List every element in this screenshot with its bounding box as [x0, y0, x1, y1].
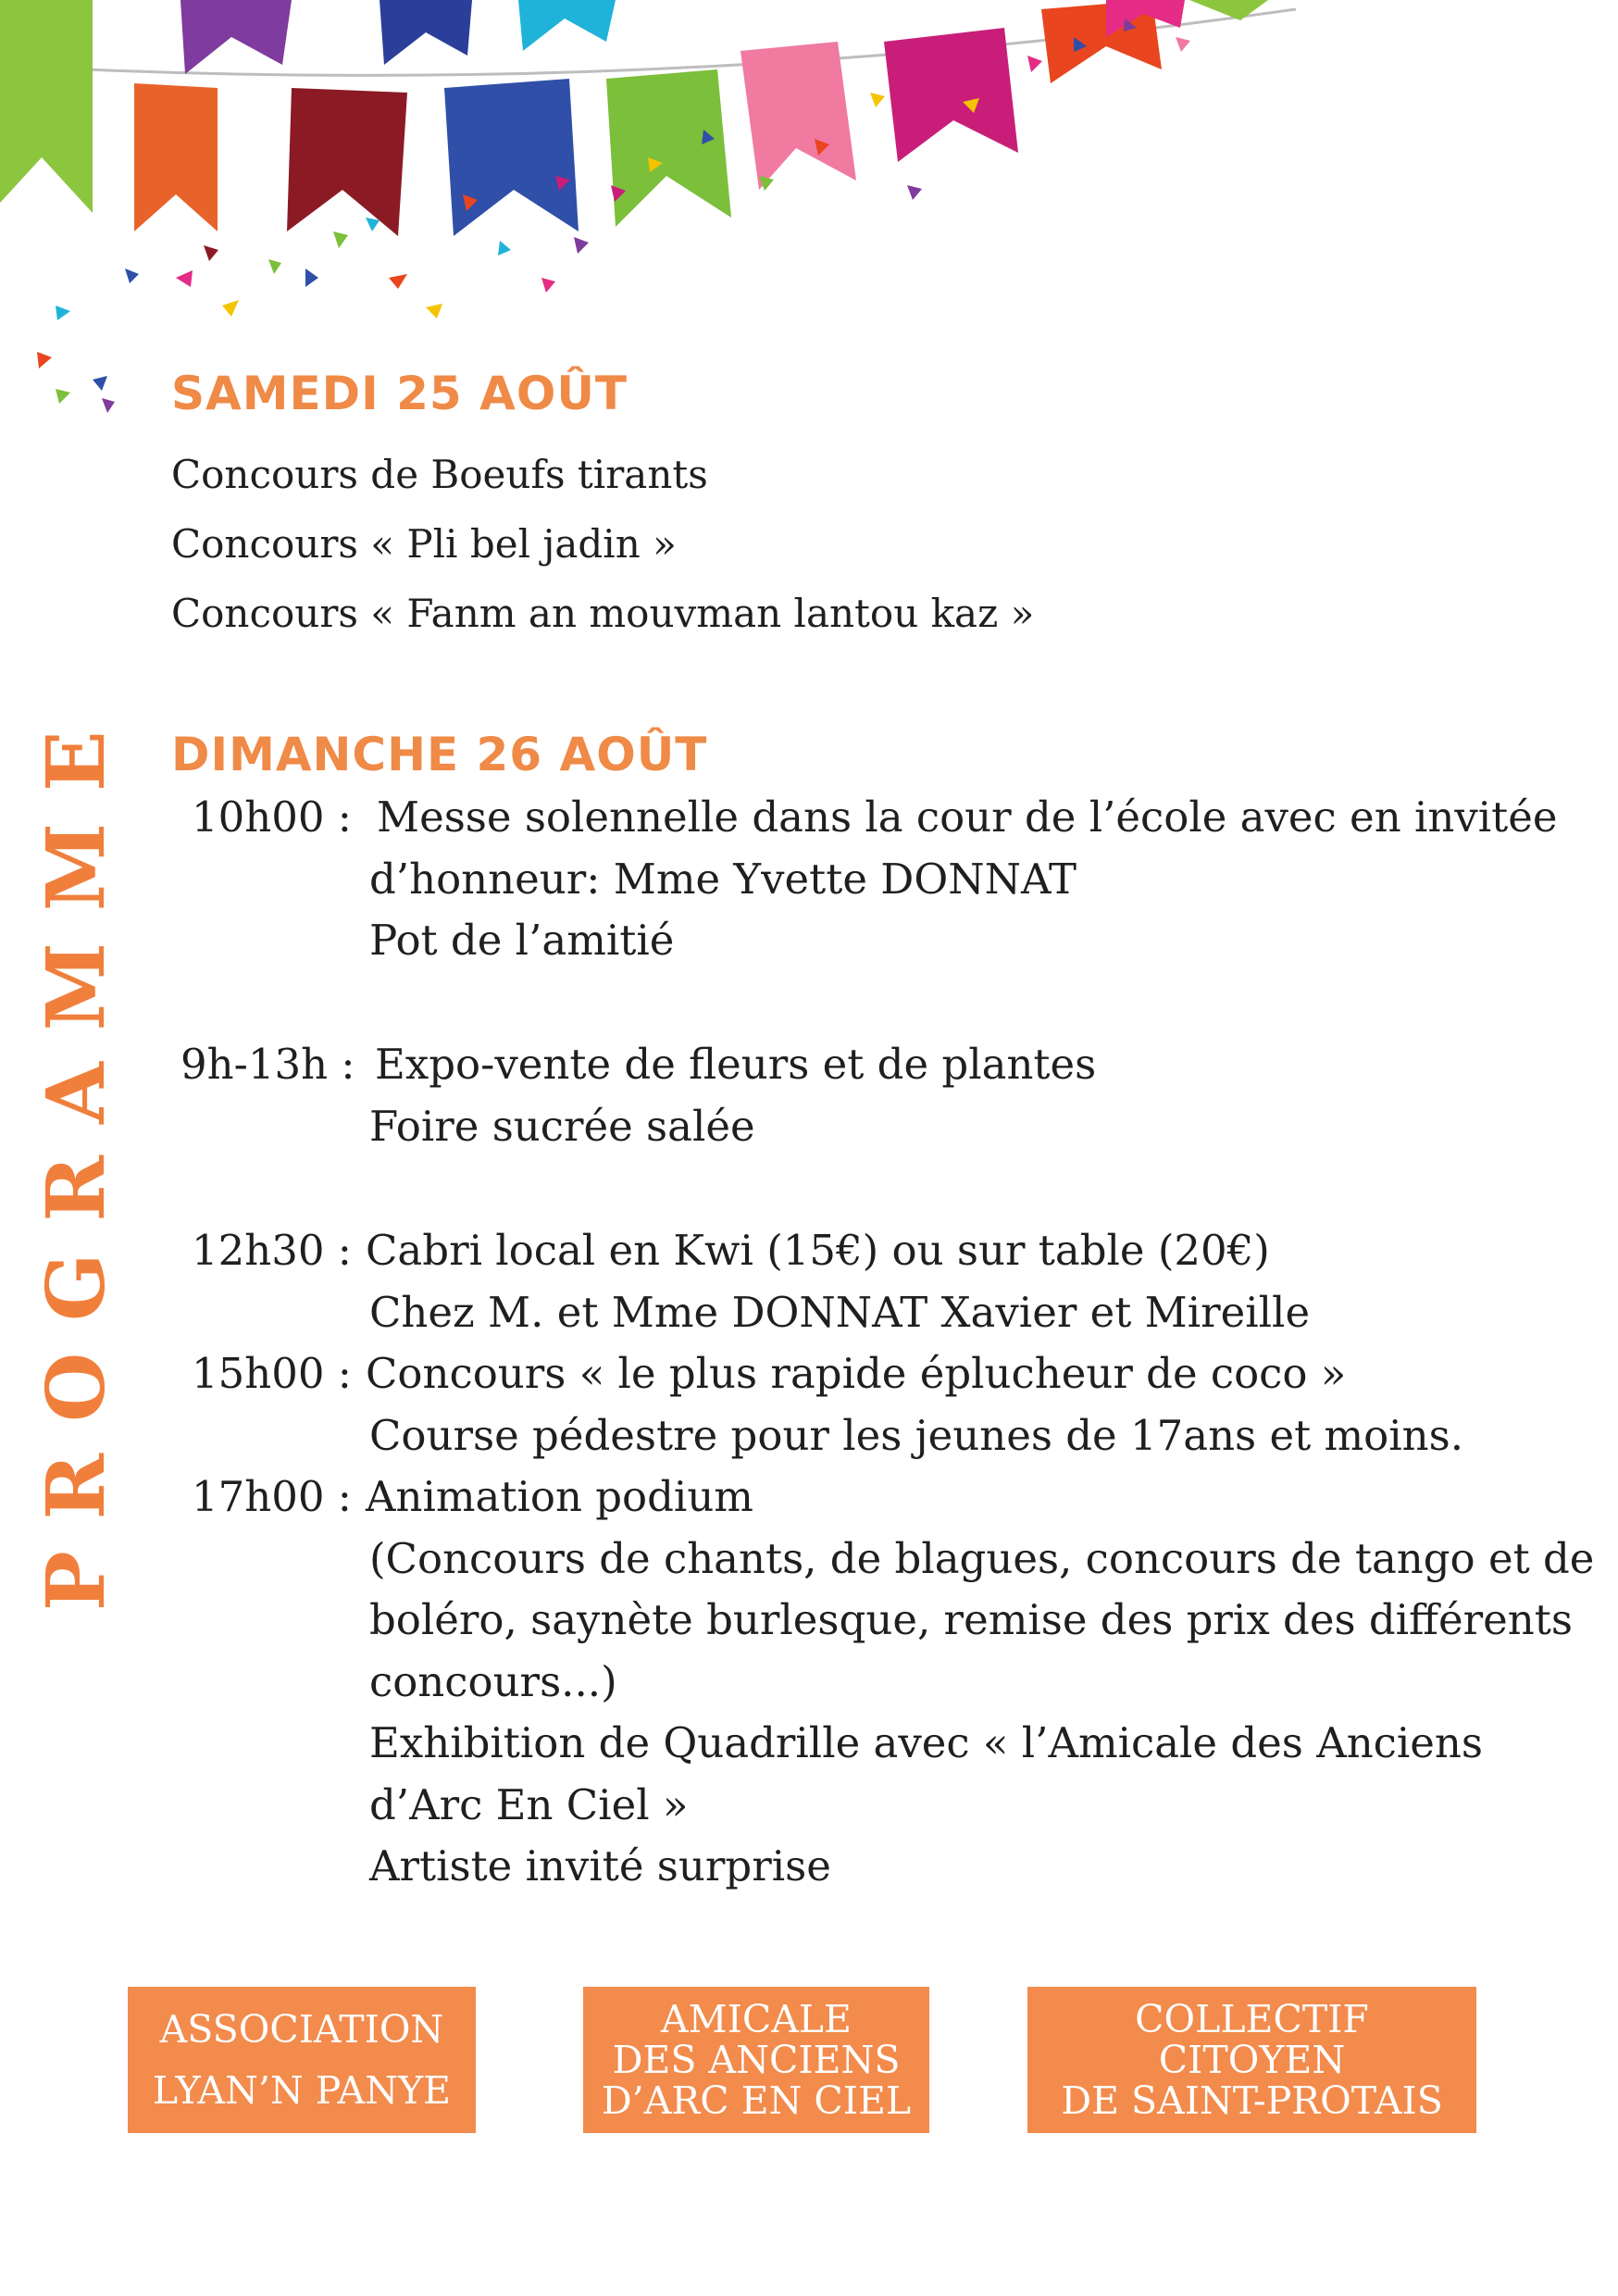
schedule-time: 9h-13h :	[180, 1040, 355, 1089]
organizer-line: ASSOCIATION	[159, 2007, 444, 2052]
flag-orange	[134, 83, 218, 231]
flag-cyan-top	[518, 0, 616, 51]
schedule-line	[192, 1282, 1594, 1344]
schedule-text: Messe solennelle dans la cour de l’école avec en invitée	[377, 792, 1558, 842]
schedule-text: Exhibition de Quadrille avec « l’Amicale des Anciens	[369, 1718, 1483, 1767]
schedule-line	[192, 1220, 1594, 1282]
organizer-line: CITOYEN	[1158, 2038, 1346, 2082]
schedule-text: Foire sucrée salée	[369, 1101, 755, 1151]
organizer-line: AMICALE	[661, 1997, 852, 2041]
bunting-decoration	[0, 0, 1618, 426]
schedule-line	[192, 1713, 1594, 1775]
flag-dark-red	[287, 88, 407, 236]
schedule-time: 10h00 :	[192, 792, 352, 842]
flag-magenta	[884, 28, 1018, 162]
schedule-line	[192, 1529, 1594, 1591]
schedule-time: 12h30 :	[192, 1226, 352, 1275]
schedule-text: concours...)	[369, 1656, 617, 1706]
schedule-line	[192, 849, 1558, 911]
schedule-line	[180, 1034, 1096, 1096]
organizer-line: DES ANCIENS	[612, 2038, 901, 2082]
organizer-line: COLLECTIF	[1135, 1997, 1369, 2041]
schedule-block-mass	[192, 787, 1558, 972]
schedule-time: 15h00 :	[192, 1349, 352, 1398]
schedule-text: Chez M. et Mme DONNAT Xavier et Mireille	[369, 1287, 1311, 1337]
sunday-heading: DIMANCHE 26 AOÛT	[171, 728, 708, 781]
programme-title-text: PROGRAMME	[30, 699, 123, 1611]
schedule-text: (Concours de chants, de blagues, concours de tango et de	[369, 1533, 1595, 1583]
schedule-text: Artiste invité surprise	[369, 1841, 831, 1890]
flag-light-green	[606, 69, 731, 227]
flag-blue-top	[380, 0, 472, 65]
schedule-line	[192, 1466, 1594, 1529]
saturday-item: Concours « Pli bel jadin »	[171, 521, 677, 567]
flag-pink	[741, 42, 856, 190]
schedule-line	[192, 1652, 1594, 1714]
schedule-line	[192, 1590, 1594, 1652]
schedule-text: Animation podium	[366, 1472, 753, 1521]
schedule-line	[192, 1343, 1594, 1405]
schedule-text: Expo-vente de fleurs et de plantes	[375, 1040, 1097, 1089]
schedule-block-afternoon	[192, 1220, 1594, 1898]
schedule-text: Cabri local en Kwi (15€) ou sur table (20€)	[366, 1226, 1270, 1275]
flag-blue	[444, 79, 579, 236]
schedule-text: d’Arc En Ciel »	[369, 1779, 689, 1829]
organizer-line: DE SAINT-PROTAIS	[1061, 2078, 1443, 2123]
organizer-line: D’ARC EN CIEL	[601, 2078, 912, 2123]
organizer-box-collectif	[1027, 1987, 1476, 2133]
schedule-line	[192, 910, 1558, 972]
schedule-time: 17h00 :	[192, 1472, 352, 1521]
organizer-line: LYAN’N PANYE	[152, 2068, 452, 2113]
organizer-box-amicale	[583, 1987, 929, 2133]
schedule-line	[192, 787, 1558, 849]
schedule-line	[192, 1836, 1594, 1898]
schedule-line	[192, 1405, 1594, 1467]
flag-purple-top	[180, 0, 292, 74]
schedule-text: boléro, saynète burlesque, remise des prix des différents	[369, 1595, 1573, 1644]
schedule-text: Pot de l’amitié	[369, 916, 675, 965]
flag-green-left	[0, 0, 93, 213]
saturday-item: Concours « Fanm an mouvman lantou kaz »	[171, 591, 1035, 636]
saturday-item: Concours de Boeufs tirants	[171, 452, 708, 497]
schedule-line	[192, 1775, 1594, 1837]
schedule-text: Concours « le plus rapide éplucheur de coco »	[366, 1349, 1347, 1398]
organizer-box-lyan-panye	[128, 1987, 476, 2133]
schedule-text: Course pédestre pour les jeunes de 17ans et moins.	[369, 1410, 1463, 1460]
schedule-block-expo	[180, 1034, 1096, 1157]
schedule-line	[180, 1096, 1096, 1158]
saturday-list	[171, 440, 1034, 648]
schedule-text: d’honneur: Mme Yvette DONNAT	[369, 854, 1077, 904]
saturday-heading: SAMEDI 25 AOÛT	[171, 367, 629, 420]
